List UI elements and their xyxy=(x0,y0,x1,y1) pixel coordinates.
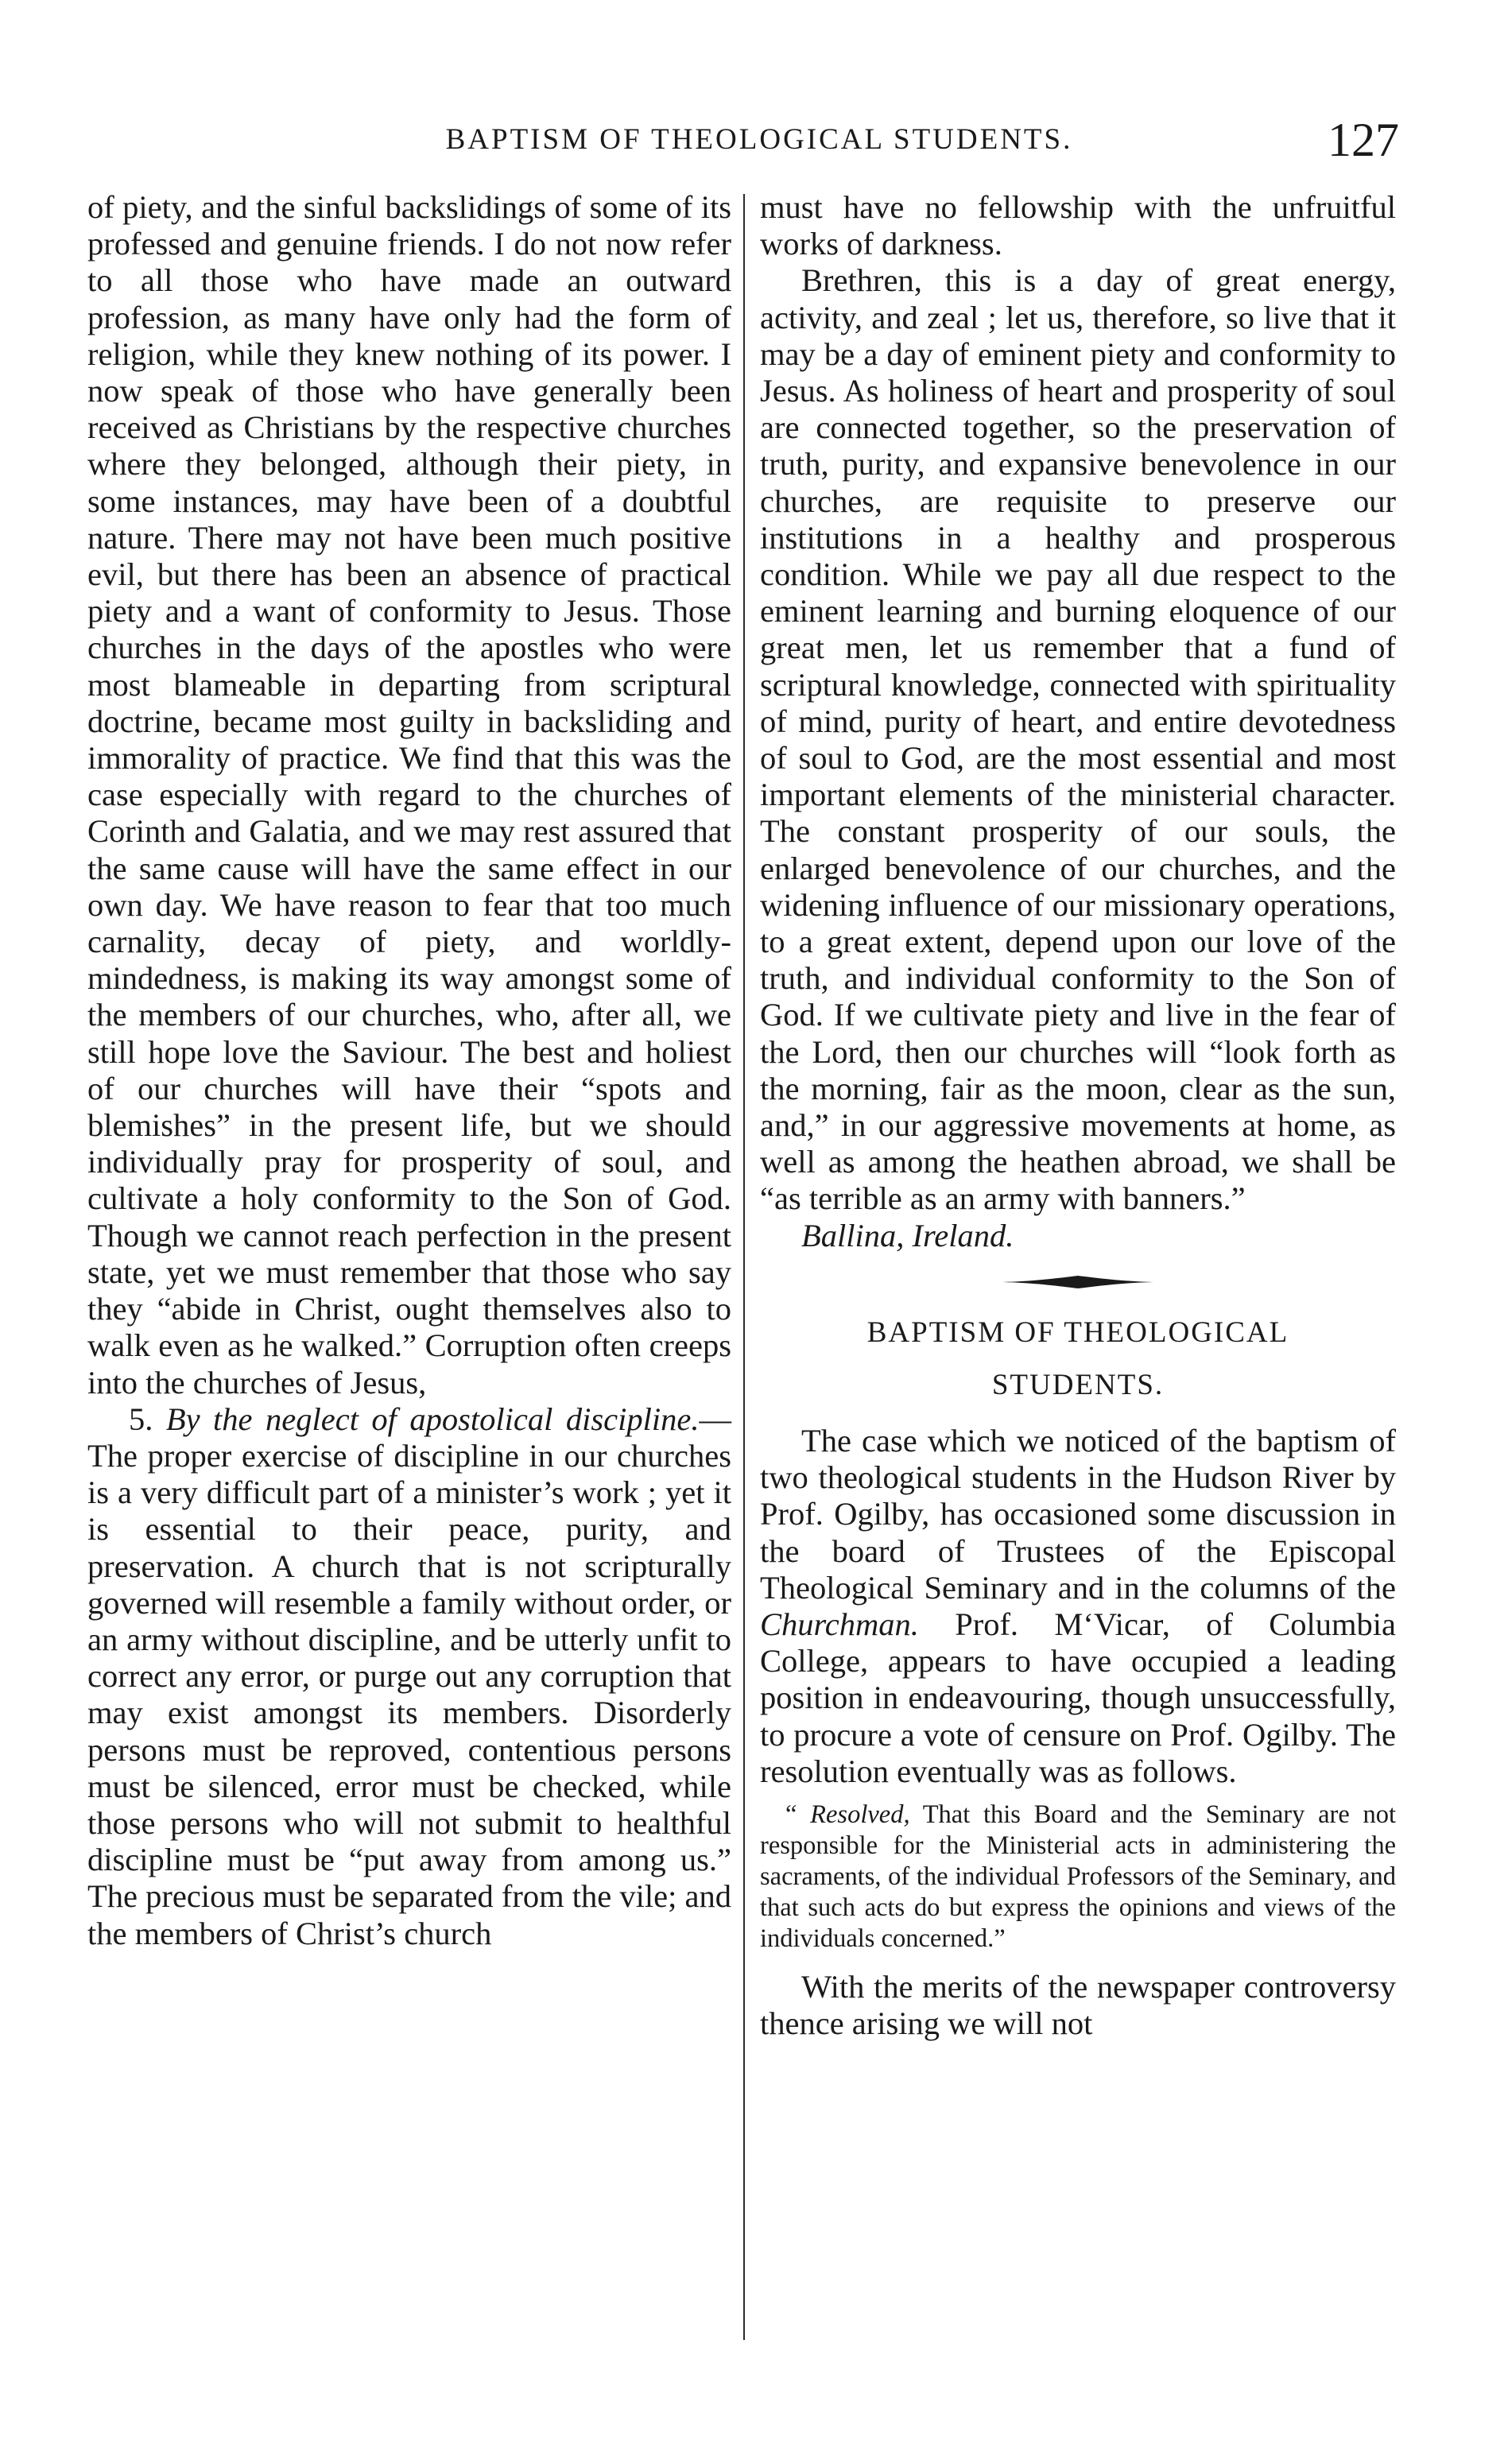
section-heading: By the neglect of apostolical discipline. xyxy=(165,1401,700,1437)
running-title: BAPTISM OF THEOLOGICAL STUDENTS. xyxy=(445,123,1073,156)
section-ornament-icon xyxy=(1002,1273,1153,1291)
right-paragraph-brethren: Brethren, this is a day of great energy, activity, and zeal ; let us, therefore, so live that it may be a day of eminent piety and conformity to Jesus. As holiness of heart and prosperity of soul are connected together, so the preservation of truth, purity, and expansive benevolence in our churches, are requisite to preserve our institutions in a healthy and prosperous condition. While we pay all due respect to the eminent learning and burning eloquence of our great men, let us remember that a fund of scriptural knowledge, connected with spirituality of mind, purity of heart, and entire devotedness of soul to God, are the most essential and most important elements of the ministerial character. The constant prosperity of our souls, the enlarged benevolence of our churches, and the widening influence of our missionary operations, to a great extent, depend upon our love of the truth, and individual conformity to the Son of God. If we cultivate piety and live in the fear of the Lord, then our churches will “look forth as the morning, fair as the moon, clear as the sun, and,” in our aggressive movements at home, as well as among the heathen abroad, we shall be “as terrible as an army with banners.” xyxy=(760,262,1396,1217)
quote-body: That this Board and the Seminary are not responsible for the Ministerial acts in administering the sacraments, of the individual Professors of the Seminary, and that such acts do but express the opinions and views of the individuals concerned.” xyxy=(760,1800,1396,1953)
article-text-a: The case which we noticed of the baptism of two theological students in the Hudson River by Prof. Ogilby, has occasioned some discussion in the board of Trustees of the Episcopal Theological Seminary and in the columns of the xyxy=(760,1422,1396,1606)
left-column xyxy=(87,189,731,1952)
section-number: 5. xyxy=(129,1401,153,1437)
signature xyxy=(760,1218,1396,1254)
left-paragraph-discipline xyxy=(87,1401,731,1952)
publication-name: Churchman. xyxy=(760,1606,919,1642)
quote-resolved: Resolved, xyxy=(810,1800,910,1829)
column-divider xyxy=(743,194,745,2340)
signature-place: Ballina, Ireland. xyxy=(801,1217,1014,1253)
right-column xyxy=(760,189,1396,2042)
page-number: 127 xyxy=(1328,114,1399,166)
page-header xyxy=(119,111,1399,169)
article-text-b: Prof. M‘Vicar, of Columbia College, appears to have occupied a leading position in endeavouring, though unsuccessfully, to procure a vote of censure on Prof. Ogilby. The resolution eventually was as follows. xyxy=(760,1606,1396,1789)
article-paragraph-1 xyxy=(760,1423,1396,1790)
left-paragraph-continued: of piety, and the sinful backslidings of some of its professed and genuine friends. I do not now refer to all those who have made an outward profession, as many have only had the form of religion, while they knew nothing of its power. I now speak of those who have generally been received as Christians by the respective churches where they belonged, although their piety, in some instances, may have been of a doubtful nature. There may not have been much positive evil, but there has been an absence of practical piety and a want of conformity to Jesus. Those churches in the days of the apostles who were most blameable in departing from scriptural doctrine, became most guilty in backsliding and immorality of practice. We find that this was the case especially with regard to the churches of Corinth and Galatia, and we may rest assured that the same cause will have the same effect in our own day. We have reason to fear that too much carnality, decay of piety, and worldly-mindedness, is making its way amongst some of the members of our churches, who, after all, we still hope love the Saviour. The best and holiest of our churches will have their “spots and blemishes” in the present life, but we should individually pray for prosperity of soul, and cultivate a holy conformity to the Son of God. Though we cannot reach perfection in the present state, yet we must remember that those who say they “abide in Christ, ought themselves also to walk even as he walked.” Corruption often creeps into the churches of Jesus, xyxy=(87,189,731,1401)
article-title xyxy=(760,1307,1396,1412)
quote-open: “ xyxy=(785,1800,811,1829)
article-title-line1: BAPTISM OF THEOLOGICAL xyxy=(866,1315,1289,1349)
section-body: —The proper exercise of discipline in our churches is a very difficult part of a minister’s work ; yet it is essential to their peace, purity, and preservation. A church that is not scripturally governed will resemble a family without order, or an army without discipline, and be utterly unfit to correct any error, or purge out any corruption that may exist amongst its members. Disorderly persons must be reproved, contentious persons must be silenced, error must be checked, while those persons who will not submit to healthful discipline must be “put away from among us.” The precious must be separated from the vile; and the members of Christ’s church xyxy=(87,1401,731,1951)
resolution-quote xyxy=(760,1800,1396,1955)
article-paragraph-2: With the merits of the newspaper controversy thence arising we will not xyxy=(760,1968,1396,2042)
article-title-line2: STUDENTS. xyxy=(991,1368,1165,1401)
right-paragraph-continued: must have no fellowship with the unfruitful works of darkness. xyxy=(760,189,1396,262)
